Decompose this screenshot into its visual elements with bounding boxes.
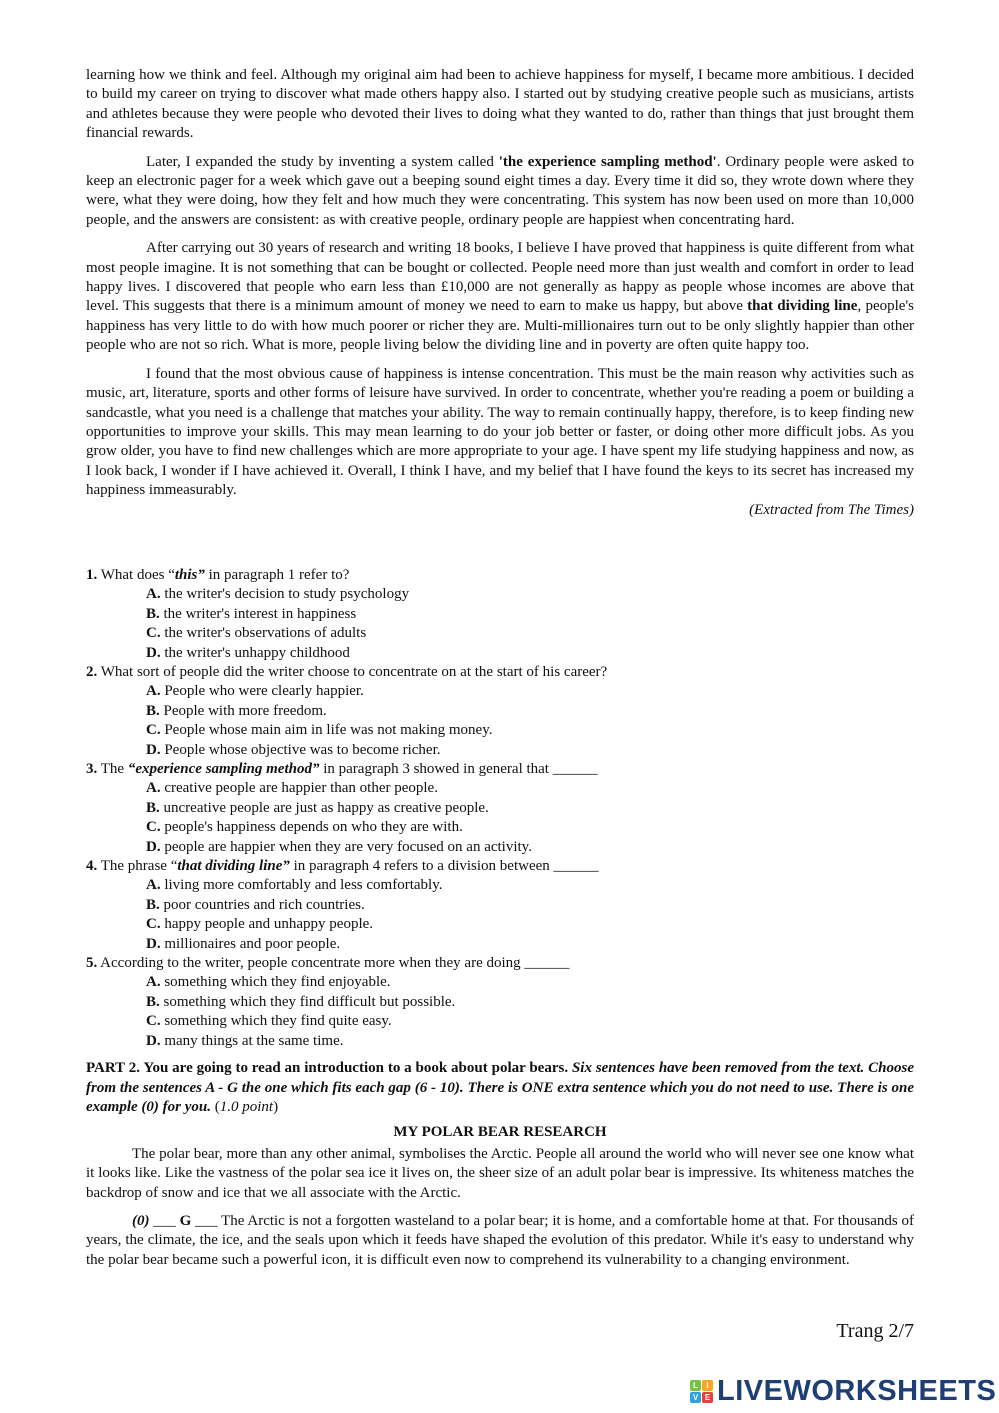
question-number: 3. [86, 761, 98, 777]
logo-tile: E [702, 1392, 713, 1403]
option-text: the writer's decision to study psychology [164, 586, 410, 603]
paragraph: I found that the most obvious cause of happiness is intense concentration. This must be the main reason why activities such as music, art, literature, sports and other forms of leisure have survived. In order to concentrate, whether you're reading a poem or building a sandcastle, what you need is a challenge that matches your ability. The way to remain continually happy, therefore, is to keep finding new opportunities to improve your skills. This may mean learning to do your job better or faster, or doing other more difficult jobs. As you grow older, you have to find new challenges which are more appropriate to your age. I have spent my life studying happiness and now, as I look back, I wonder if I have achieved it. Overall, I think I have, and my belief that I have found the keys to its secret has increased my happiness immeasurably. [86, 365, 914, 499]
document-page [86, 66, 914, 1279]
question-text: in paragraph 4 refers to a division between ______ [289, 858, 599, 875]
option-letter: C. [146, 819, 161, 836]
answer-option[interactable] [146, 682, 914, 701]
instructions: Six sentences have been removed from the text. Choose from the sentences A - G the one which fits each gap (6 - 10). There is ONE extra sentence which you do not need to use. There is one example (0) for you. [86, 1060, 914, 1115]
option-letter: A. [146, 974, 161, 991]
option-letter: C. [146, 625, 161, 642]
paragraph: The polar bear, more than any other animal, symbolises the Arctic. People all around the world who will never see one know what it looks like. Like the vastness of the polar sea ice it lives on, the sheer size of an adult polar bear is impressive. Its whiteness matches the backdrop of snow and ice that we all associate with the Arctic. [86, 1145, 914, 1201]
option-text: People whose main aim in life was not making money. [164, 722, 493, 739]
option-text: uncreative people are just as happy as creative people. [163, 799, 489, 816]
question-text: What does “ [97, 566, 175, 583]
text: After carrying out 30 years of research and writing 18 books, I believe I have proved that happiness is quite different from what most people imagine. It is not something that can be bought or collected. People need more than just wealth and comfort in order to lead happy lives. I discovered that people who earn less than £10,000 are not generally as happy as people whose incomes are above that level. This suggests that there is a minimum amount of money we need to earn to make us happy, but above [86, 240, 914, 315]
logo-tile: L [690, 1380, 701, 1391]
answer-option[interactable] [146, 644, 914, 663]
blank: ___ [191, 1212, 222, 1229]
option-letter: C. [146, 1013, 161, 1030]
page-number: Trang 2/7 [836, 1320, 914, 1342]
question-text: According to the writer, people concentrate more when they are doing ______ [97, 955, 570, 972]
paragraph: learning how we think and feel. Although my original aim had been to achieve happiness for myself, I became more ambitious. I decided to build my career on trying to discover what made others happy also. I started out by studying creative people such as musicians, artists and athletes because they were people who devoted their lives to doing what they wanted to do, rather than things that just brought them financial rewards. [86, 67, 914, 142]
quoted-term: that dividing line” [177, 858, 290, 875]
option-text: people's happiness depends on who they are with. [164, 819, 463, 836]
part2-heading: PART 2. You are going to read an introduction to a book about polar bears. [86, 1060, 572, 1077]
option-text: many things at the same time. [164, 1032, 344, 1049]
answer-option[interactable] [146, 838, 914, 857]
paragraph [86, 239, 914, 355]
paren: ( [210, 1098, 220, 1115]
answer-option[interactable] [146, 702, 914, 721]
option-letter: D. [146, 644, 161, 661]
text: , people's happiness has very little to do with how much poorer or richer they are. Multi-millionaires turn out to be only slightly happier than other people who are not so rich. What is more, people living below the dividing line and in poverty are often quite happy too. [86, 298, 914, 354]
option-text: poor countries and rich countries. [163, 896, 365, 913]
answer-option[interactable] [146, 876, 914, 895]
option-letter: B. [146, 702, 160, 719]
option-letter: C. [146, 722, 161, 739]
question-text: What sort of people did the writer choose to concentrate on at the start of his career? [97, 663, 608, 680]
paragraph [86, 153, 914, 231]
question-number: 2. [86, 663, 98, 680]
question-number: 5. [86, 955, 98, 972]
example-number: (0) [132, 1212, 150, 1229]
option-text: something which they find enjoyable. [164, 974, 391, 991]
option-letter: A. [146, 683, 161, 700]
option-letter: D. [146, 1032, 161, 1049]
example-answer: G [179, 1212, 192, 1229]
option-text: happy people and unhappy people. [164, 916, 374, 933]
quoted-term: “experience sampling method” [127, 761, 320, 777]
question [86, 954, 914, 973]
option-letter: A. [146, 780, 161, 797]
question [86, 566, 914, 585]
option-text: the writer's interest in happiness [163, 605, 357, 622]
option-text: people are happier when they are very focused on an activity. [164, 838, 532, 855]
option-letter: A. [146, 877, 161, 894]
answer-option[interactable] [146, 896, 914, 915]
blank: ___ [149, 1212, 180, 1229]
option-letter: D. [146, 935, 161, 952]
answer-option[interactable] [146, 741, 914, 760]
question-number: 1. [86, 566, 98, 583]
paren: ) [273, 1098, 279, 1115]
option-letter: B. [146, 993, 160, 1010]
option-text: something which they find difficult but possible. [163, 993, 456, 1010]
paragraph [86, 1212, 914, 1270]
option-text: People whose objective was to become richer. [164, 741, 441, 758]
question [86, 760, 914, 779]
logo-tile: I [702, 1380, 713, 1391]
bold-term: that dividing line [747, 298, 858, 315]
question-text: in paragraph 1 refer to? [204, 566, 350, 583]
answer-option[interactable] [146, 624, 914, 643]
answer-option[interactable] [146, 915, 914, 934]
logo-tiles-icon [690, 1380, 713, 1403]
question [86, 663, 914, 682]
answer-option[interactable] [146, 1012, 914, 1031]
text: Later, I expanded the study by inventing a system called [146, 153, 499, 170]
answer-option[interactable] [146, 585, 914, 604]
option-letter: B. [146, 799, 160, 816]
question-text: The phrase “ [97, 858, 178, 875]
question-text: in paragraph 3 showed in general that ______ [319, 761, 598, 777]
option-text: the writer's unhappy childhood [164, 644, 350, 661]
question [86, 857, 914, 876]
question-number: 4. [86, 858, 98, 875]
option-letter: B. [146, 896, 160, 913]
answer-option[interactable] [146, 721, 914, 740]
text: The Arctic is not a forgotten wasteland to a polar bear; it is home, and a comfortable home at that. For thousands of years, the climate, the ice, and the seals upon which it feeds have shaped the evolution of this predator. While it's easy to understand why the polar bear became such a powerful icon, it is difficult even now to comprehend its vulnerability to a changing environment. [86, 1212, 915, 1268]
option-text: living more comfortably and less comfortably. [164, 877, 443, 894]
option-letter: C. [146, 916, 161, 933]
answer-option[interactable] [146, 818, 914, 837]
answer-option[interactable] [146, 993, 914, 1012]
option-text: People who were clearly happier. [164, 683, 364, 700]
question-text: The [97, 761, 128, 777]
option-text: People with more freedom. [163, 702, 327, 719]
answer-option[interactable] [146, 799, 914, 818]
section-title: MY POLAR BEAR RESEARCH [393, 1124, 607, 1141]
option-letter: D. [146, 838, 161, 855]
answer-option[interactable] [146, 973, 914, 992]
answer-option[interactable] [146, 779, 914, 798]
questions [86, 566, 914, 1051]
logo-text: LIVEWORKSHEETS [717, 1375, 997, 1407]
text: . Ordinary people were asked to keep an electronic pager for a week which gave out a beeping sound eight times a day. Every time it did so, they wrote down where they were, what they were doing, how they felt and how much they were concentrating. This system has now been used on more than 10,000 people, and the answers are consistent: as with creative people, ordinary people are happiest when concentrating hard. [86, 153, 914, 228]
option-text: creative people are happier than other people. [164, 780, 438, 797]
logo-tile: V [690, 1392, 701, 1403]
option-text: millionaires and poor people. [164, 935, 341, 952]
answer-option[interactable] [146, 935, 914, 954]
points: 1.0 point [219, 1098, 274, 1115]
option-text: something which they find quite easy. [164, 1013, 392, 1030]
option-letter: A. [146, 586, 161, 603]
option-letter: B. [146, 605, 160, 622]
option-text: the writer's observations of adults [164, 625, 367, 642]
quoted-term: this” [174, 566, 205, 583]
option-letter: D. [146, 741, 161, 758]
bold-term: 'the experience sampling method' [498, 153, 717, 170]
part2-instructions [86, 1059, 914, 1117]
answer-option[interactable] [146, 605, 914, 624]
liveworksheets-logo [690, 1375, 996, 1408]
source-citation: (Extracted from The Times) [749, 501, 914, 518]
answer-option[interactable] [146, 1032, 914, 1051]
